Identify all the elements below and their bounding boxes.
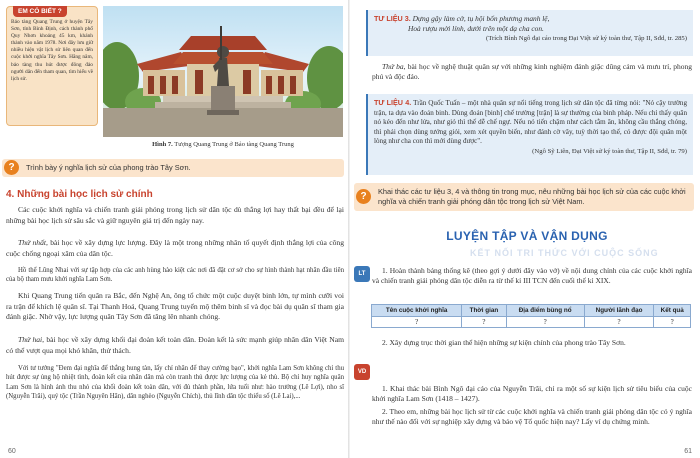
right-page-number: 61 — [684, 448, 692, 455]
source-three-cite: (Trích Bình Ngô đại cáo trong Đại Việt sử ký toàn thư, Tập II, Sđd, tr. 285) — [485, 35, 687, 43]
example-one — [6, 266, 344, 285]
lesson-two-text: , bài học về xây dựng khối đại đoàn kết toàn dân. Đoàn kết là sức mạnh giúp nhân dân Việt Nam có thể vượt qua mọi khó khăn, thử thách. — [6, 335, 344, 355]
right-question-box — [354, 183, 694, 211]
lesson-three-paragraph — [372, 62, 692, 82]
caption-text: Tượng Quang Trung ở Bảo tàng Quang Trung — [174, 141, 294, 148]
apply-one-text: 1. Khai thác bài Bình Ngô đại cáo của Nguyễn Trãi, chỉ ra một số sự kiện lịch sử tiêu biểu của cuộc khởi nghĩa Lam Sơn (1418 – 1427). — [372, 384, 692, 404]
section-title: 4. Những bài học lịch sử chính — [6, 189, 153, 200]
right-question-text: Khai thác các tư liệu 3, 4 và thông tin trong mục, nêu những bài học lịch sử của các cuộc khởi nghĩa và chiến tranh giải phóng dân tộc trong lịch sử Việt Nam. — [378, 187, 686, 206]
apply-two — [372, 407, 692, 427]
apply-one — [372, 384, 692, 404]
table-header-cell: Người lãnh đạo — [584, 305, 654, 317]
lesson-one-lead: Thứ nhất — [18, 238, 46, 247]
did-you-know-tag: EM CÓ BIẾT ? — [13, 6, 67, 17]
table-row — [372, 317, 691, 328]
quang-trung-photo — [103, 6, 343, 137]
photo-caption — [103, 141, 343, 148]
table-header-cell: Kết quả — [654, 305, 691, 317]
temple-statue-illustration — [103, 6, 343, 137]
table-cell: ? — [372, 317, 462, 328]
question-text: Trình bày ý nghĩa lịch sử của phong trào Tây Sơn. — [26, 163, 191, 172]
left-page-number: 60 — [8, 448, 16, 455]
right-question-icon: ? — [356, 189, 371, 204]
caption-label: Hình 7. — [152, 141, 173, 148]
summary-table — [371, 304, 691, 328]
example-two-text: Với tư tưởng "Đem đại nghĩa để thắng hung tàn, lấy chí nhân để thay cường bạo", khởi nghĩa Lam Sơn không chỉ thu hút được sự ủng hộ nhiệt tình, đoàn kết của nhân dân mà còn tranh thủ được lực lượng của kẻ thù. Bộ chỉ huy nghĩa quân Lam Sơn là hình ảnh thu nhỏ của khối đoàn kết toàn dân, với đủ thành phần, lứa tuổi như: hào trưởng (Lê Lợi), nho sĩ (Nguyễn Trãi), quý tộc (Trần Nguyên Hãn), dân nghèo (Nguyễn Chích), thủ lĩnh dân tộc thiểu số (Lê Lai),... — [6, 365, 344, 401]
source-three-label: TƯ LIỆU 3. — [374, 14, 411, 23]
table-cell: ? — [654, 317, 691, 328]
source-four-text: Trần Quốc Tuấn – một nhà quân sự nổi tiếng trong lịch sử dân tộc đã từng nói: "Nó cậy trường trận, ta dựa vào đoản binh. Dùng đoản [binh] chế trường [trận] là sự thường của binh pháp. Nếu chỉ thấy quân nó kéo đến như lửa, như gió thì thế dễ chế ngự. Nếu nó tiến chậm như cách tằm ăn, không cầu thắng chóng, thì phải chọn dùng tướng giỏi, xem xét quyền biến, như đánh cờ vây, tuỳ thời tạo thế, có được đội quân một lòng như cha con thì mới dùng được". — [374, 99, 687, 146]
did-you-know-text: Bảo tàng Quang Trung ở huyện Tây Sơn, tỉnh Bình Định, cách thành phố Quy Nhơn khoảng 45 km, khánh thành vào năm 1978. Nơi đây lưu giữ nhiều hiện vật lịch sử liên quan đến cuộc khởi nghĩa Tây Sơn. Hằng năm, bảo tàng thu hút được đông đảo người dân đến tham quan, tìm hiểu về lịch sử. — [11, 19, 93, 82]
example-two — [6, 364, 344, 402]
example-one-text: Hồ thể Lũng Nhai với sự tập hợp của các anh hùng hào kiệt các nơi đã đặt cơ sở cho sự hình thành hạt nhân đầu tiên của bộ tham mưu khởi nghĩa Lam Sơn. — [6, 267, 344, 284]
lesson-one-text: , bài học về xây dựng lực lượng. Đây là một trong những nhân tố quyết định thắng lợi của công cuộc chống ngoại xâm của dân tộc. — [6, 238, 344, 258]
table-header-cell: Địa điểm bùng nổ — [506, 305, 584, 317]
intro-paragraph — [6, 205, 344, 226]
apply-badge-icon: VD — [354, 364, 370, 380]
source-three-box — [366, 10, 693, 56]
source-four-cite: (Ngô Sỹ Liên, Đại Việt sử ký toàn thư, Tập II, Sđd, tr. 79) — [532, 147, 687, 155]
lesson-two-lead: Thứ hai — [18, 335, 43, 344]
apply-two-text: 2. Theo em, những bài học lịch sử từ các cuộc khởi nghĩa và chiến tranh giải phóng dân tộc có ý nghĩa như thế nào đối với sự nghiệp xây dựng và bảo vệ Tổ quốc hiện nay? Lấy ví dụ chứng minh. — [372, 407, 692, 427]
table-cell: ? — [584, 317, 654, 328]
question-icon: ? — [4, 160, 19, 175]
source-four-box — [366, 94, 693, 175]
lesson-two-paragraph — [6, 335, 344, 356]
practice-title: LUYỆN TẬP VÀ VẬN DỤNG — [446, 229, 608, 243]
exercise-two — [372, 338, 692, 348]
lesson-three-lead: Thứ ba — [382, 62, 404, 71]
question-box — [2, 159, 344, 177]
source-four-label: TƯ LIỆU 4. — [374, 98, 412, 107]
summary-table-header — [372, 305, 691, 317]
source-three-line2: Hoà rượu mời lính, dưới trên một dạ cha con. — [408, 24, 544, 34]
practice-badge-icon: LT — [354, 266, 370, 282]
lesson-three-text: , bài học về nghệ thuật quân sự với những kinh nghiệm đánh giặc dũng cảm và mưu trí, phong phú và độc đáo. — [372, 62, 692, 82]
publisher-watermark: KẾT NỐI TRI THỨC VỚI CUỘC SỐNG — [470, 248, 659, 258]
table-cell: ? — [506, 317, 584, 328]
exercise-one-text: 1. Hoàn thành bảng thống kê (theo gợi ý dưới đây vào vở) về nội dung chính của các cuộc khởi nghĩa và chiến tranh giải phóng dân tộc diễn ra từ thế kỉ III TCN đến cuối thế kỉ XIX. — [372, 266, 692, 286]
source-three-line1: Dựng gậy làm cờ, tụ hội bốn phương manh lệ, — [412, 14, 550, 23]
exercise-two-text: 2. Xây dựng trục thời gian thể hiện những sự kiện chính của phong trào Tây Sơn. — [382, 338, 626, 347]
lesson-one-paragraph — [6, 238, 344, 259]
table-header-cell: Tên cuộc khởi nghĩa — [372, 305, 462, 317]
exercise-one — [372, 266, 692, 286]
table-header-cell: Thời gian — [462, 305, 506, 317]
right-page — [350, 0, 700, 458]
lesson-one-detail — [6, 291, 344, 323]
did-you-know-box — [6, 6, 98, 126]
table-cell: ? — [462, 317, 506, 328]
intro-text: Các cuộc khởi nghĩa và chiến tranh giải phóng trong lịch sử dân tộc dù thắng lợi hay thất bại đều để lại những bài học lịch sử sâu sắc và giữ nguyên giá trị đến ngày nay. — [6, 205, 344, 225]
lesson-one-detail-text: Khi Quang Trung tiến quân ra Bắc, đến Nghệ An, ông tổ chức một cuộc duyệt binh lớn, tự mình cưỡi voi ra trận để khích lệ quân sĩ. Tại Thanh Hoá, Quang Trung tuyển mộ thêm binh sĩ và đọc bài dụ quân sĩ tham gia đánh giặc. Nhờ vậy, lực lượng quân Tây Sơn đã tăng lên nhanh chóng. — [6, 291, 344, 321]
